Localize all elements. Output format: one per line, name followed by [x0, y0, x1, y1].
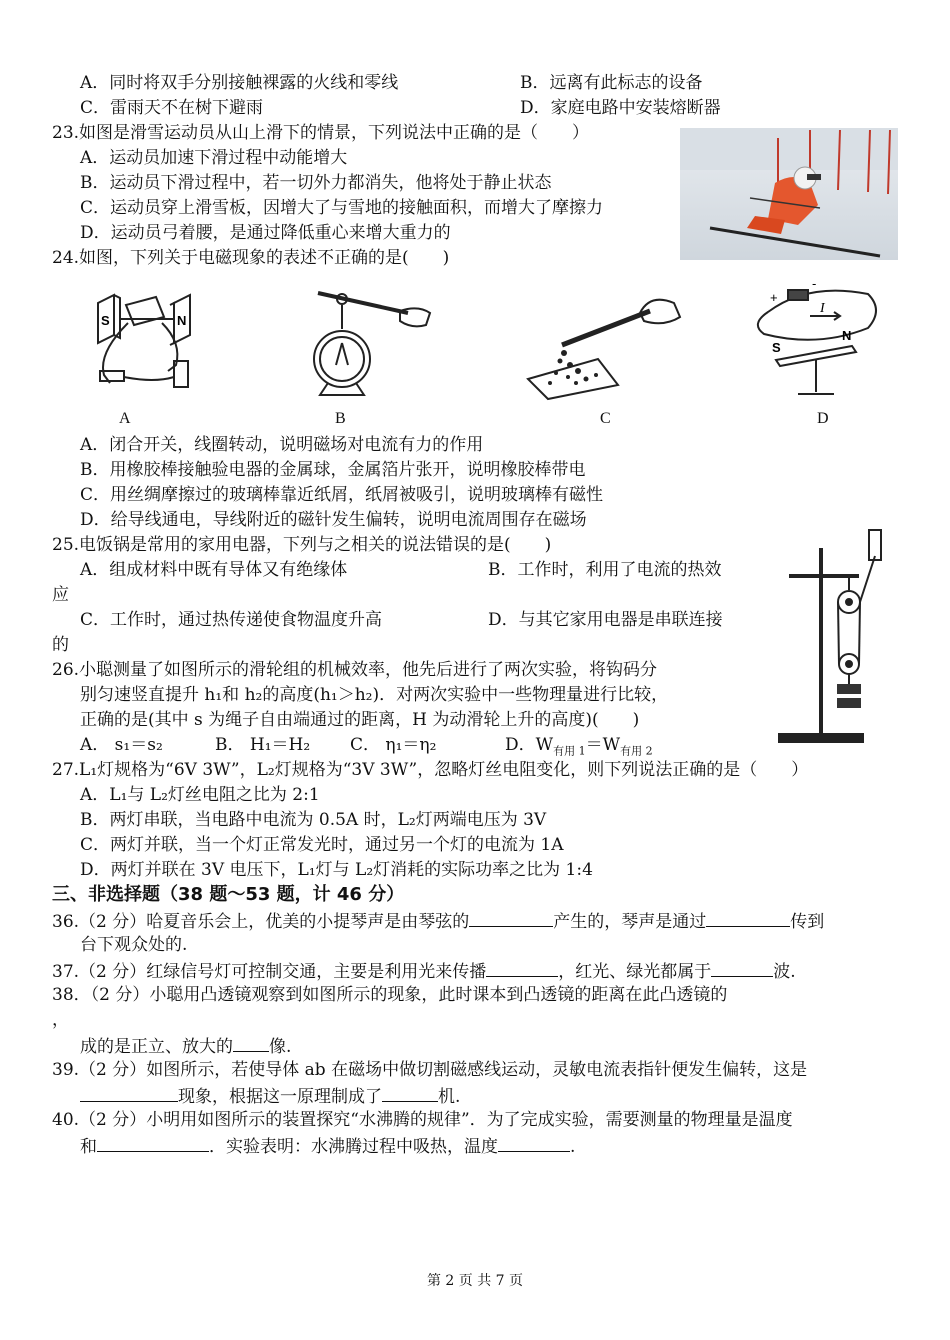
q40-part-1: 和: [80, 1137, 97, 1157]
q23-option-d: D．运动员弓着腰，是通过降低重心来增大重力的: [80, 223, 451, 243]
skier-photo: [680, 128, 898, 260]
q26-option-d-sub1: 有用 1: [553, 744, 586, 758]
q36-line-2: 台下观众处的.: [80, 935, 188, 955]
q26-line-3: 正确的是(其中 s 为绳子自由端通过的距离，H 为动滑轮上升的高度)( ): [80, 710, 640, 730]
q37-part-1: 37.（2 分）红绿信号灯可控制交通，主要是利用光来传播: [52, 962, 487, 982]
figure-a-s-label: S: [101, 313, 110, 328]
figure-a-motor: [92, 283, 202, 411]
figure-d-n-label: N: [842, 328, 852, 343]
q40-blank-2[interactable]: [498, 1134, 570, 1152]
q36-blank-1[interactable]: [469, 909, 553, 927]
q36-part-3: 传到: [790, 912, 825, 932]
q24-stem: 24.如图，下列关于电磁现象的表述不正确的是( ): [52, 248, 450, 268]
figure-a-label: A: [119, 410, 131, 427]
q26-option-b: B． H₁＝H₂: [215, 735, 311, 755]
q37-line: [52, 959, 796, 983]
q24-option-a: A．闭合开关，线圈转动，说明磁场对电流有力的作用: [80, 435, 484, 455]
q23-option-c: C．运动员穿上滑雪板，因增大了与雪地的接触面积，而增大了摩擦力: [80, 198, 604, 218]
q25-option-d: D．与其它家用电器是串联连接: [488, 610, 723, 630]
q22-option-d: D．家庭电路中安装熔断器: [520, 98, 721, 118]
figure-d-plus-label: +: [770, 290, 778, 305]
q25-stem: 25.电饭锅是常用的家用电器，下列与之相关的说法错误的是( ): [52, 535, 552, 555]
q25-option-d-wrap: 的: [52, 635, 69, 655]
q40-line-1: 40.（2 分）小明用如图所示的装置探究“水沸腾的规律”．为了完成实验，需要测量的物理量是温度: [52, 1110, 793, 1130]
q40-part-3: .: [570, 1137, 576, 1157]
q38-line-2: [80, 1034, 291, 1058]
q39-part-2: 机.: [438, 1087, 461, 1107]
q39-line-1: 39.（2 分）如图所示，若使导体 ab 在磁场中做切割磁感线运动，灵敏电流表指针便发生偏转，这是: [52, 1060, 808, 1080]
q40-line-2: [80, 1134, 575, 1158]
q25-option-a: A．组成材料中既有导体又有绝缘体: [80, 560, 348, 580]
q24-option-c: C．用丝绸摩擦过的玻璃棒靠近纸屑，纸屑被吸引，说明玻璃棒有磁性: [80, 485, 604, 505]
q26-line-1: 26.小聪测量了如图所示的滑轮组的机械效率，他先后进行了两次实验，将钩码分: [52, 660, 658, 680]
q39-blank-2[interactable]: [382, 1084, 438, 1102]
q36-line-1: [52, 909, 824, 933]
q39-part-1: 现象，根据这一原理制成了: [178, 1087, 382, 1107]
figure-a-n-label: N: [177, 313, 187, 328]
q23-option-b: B．运动员下滑过程中，若一切外力都消失，他将处于静止状态: [80, 173, 552, 193]
figure-d-s-label: S: [772, 340, 781, 355]
q27-option-b: B．两灯串联，当电路中电流为 0.5A 时，L₂灯两端电压为 3V: [80, 810, 547, 830]
q40-part-2: ．实验表明：水沸腾过程中吸热，温度: [209, 1137, 498, 1157]
q38-part-1: 成的是正立、放大的: [80, 1037, 233, 1057]
q27-stem: 27.L₁灯规格为“6V 3W”，L₂灯规格为“3V 3W”，忽略灯丝电阻变化，则下列说法正确的是（ ）: [52, 760, 809, 780]
q25-option-c: C．工作时，通过热传递使食物温度升高: [80, 610, 383, 630]
page-footer: 第 2 页 共 7 页: [426, 1273, 524, 1289]
q22-option-a: A．同时将双手分别接触裸露的火线和零线: [80, 73, 399, 93]
q23-option-a: A．运动员加速下滑过程中动能增大: [80, 148, 348, 168]
q38-line-1: 38．（2 分）小聪用凸透镜观察到如图所示的现象，此时课本到凸透镜的距离在此凸透镜的: [52, 985, 728, 1005]
figure-c-glass-rod: [520, 283, 690, 401]
q26-option-d-sub2: 有用 2: [620, 744, 653, 758]
q39-line-2: [80, 1084, 460, 1108]
q36-part-1: 36.（2 分）哈夏音乐会上，优美的小提琴声是由琴弦的: [52, 912, 470, 932]
q37-part-2: ，红光、绿光都属于: [558, 962, 712, 982]
q39-blank-1[interactable]: [80, 1084, 178, 1102]
figure-d-current-label: I: [820, 301, 825, 316]
q24-option-b: B．用橡胶棒接触验电器的金属球，金属箔片张开，说明橡胶棒带电: [80, 460, 586, 480]
q26-line-2: 别匀速竖直提升 h₁和 h₂的高度(h₁＞h₂)．对两次实验中一些物理量进行比较，: [80, 685, 669, 705]
figure-d-label: D: [817, 410, 829, 427]
q26-option-a: A． s₁＝s₂: [80, 735, 163, 755]
q37-blank-2[interactable]: [711, 959, 773, 977]
q37-blank-1[interactable]: [486, 959, 558, 977]
figure-b-label: B: [335, 410, 346, 427]
figure-b-electroscope: [300, 283, 440, 401]
pulley-apparatus: [775, 528, 893, 748]
q25-option-b: B．工作时，利用了电流的热效: [488, 560, 722, 580]
q36-blank-2[interactable]: [706, 909, 790, 927]
q38-comma: ，: [52, 1010, 69, 1030]
q24-option-d: D．给导线通电，导线附近的磁针发生偏转，说明电流周围存在磁场: [80, 510, 587, 530]
q23-stem: 23.如图是滑雪运动员从山上滑下的情景，下列说法中正确的是（ ）: [52, 123, 590, 143]
figure-d-minus-label: -: [812, 280, 817, 291]
q26-option-d-main: D．W: [505, 735, 554, 755]
q27-option-a: A．L₁与 L₂灯丝电阻之比为 2:1: [80, 785, 320, 805]
q38-part-2: 像.: [269, 1037, 292, 1057]
q27-option-c: C．两灯并联，当一个灯正常发光时，通过另一个灯的电流为 1A: [80, 835, 564, 855]
q40-blank-1[interactable]: [97, 1134, 209, 1152]
figure-c-label: C: [600, 410, 611, 427]
section-3-heading: 三、非选择题（38 题～53 题，计 46 分）: [52, 884, 405, 905]
q26-option-d-eq: ＝W: [585, 735, 621, 755]
q26-option-c: C． η₁＝η₂: [350, 735, 437, 755]
q25-option-b-wrap: 应: [52, 585, 69, 605]
figure-d-oersted: [748, 280, 888, 405]
q22-option-b: B．远离有此标志的设备: [520, 73, 703, 93]
q27-option-d: D．两灯并联在 3V 电压下，L₁灯与 L₂灯消耗的实际功率之比为 1:4: [80, 860, 593, 880]
q38-blank[interactable]: [233, 1034, 269, 1052]
q36-part-2: 产生的，琴声是通过: [553, 912, 707, 932]
q22-option-c: C．雷雨天不在树下避雨: [80, 98, 264, 118]
q37-part-3: 波.: [773, 962, 796, 982]
